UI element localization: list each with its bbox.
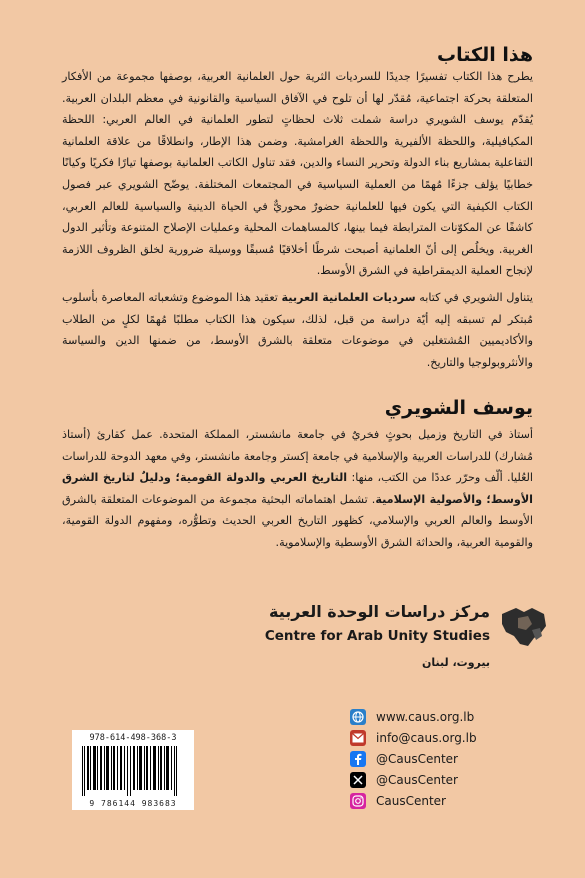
mail-icon xyxy=(350,730,366,746)
contact-x[interactable] xyxy=(350,769,477,790)
contact-email-text: info@caus.org.lb xyxy=(376,730,477,745)
book-summary xyxy=(62,287,533,373)
author-books: التاريخ العربي والدولة القومية؛ ودليلٌ لتاريخ الشرق الأوسط؛ والأصولية الإسلامية xyxy=(62,471,533,506)
author-bio xyxy=(62,424,533,554)
publisher-name-arabic: مركز دراسات الوحدة العربية xyxy=(268,602,490,621)
facebook-icon xyxy=(350,751,366,767)
contact-website-text: www.caus.org.lb xyxy=(376,709,475,724)
barcode-bars xyxy=(80,746,186,796)
instagram-icon xyxy=(350,793,366,809)
author-bio-lead: أستاذ في التاريخ وزميل بحوثٍ فخريٌ في جامعة مانشستر، المملكة المتحدة. عمل كقارئ (أستاذ مُشارك) للدراسات العربية والإسلامية في جامعة إكستر وجامعة مانشستر، وفي معهد الدوحة للدراسات العُليا. ألّف وحرّر عددًا من الكتب، منها: xyxy=(62,428,533,485)
book-summary-rest: تعقيد هذا الموضوع وتشعباته المعاصرة بأسلوب مُبتكر لم تسبقه إليه أيّة دراسة من قبل، لذلك، سيكون هذا الكتاب مطلبًا مُهمًا لكلٍ من الطلاب والأكاديميين المُشتغلين في موضوعات متعلقة بالشرق الأوسط، من ضمنها الدين والسياسة والأنثروبولوجيا والتاريخ. xyxy=(62,291,533,369)
publisher-city: بيروت، لبنان xyxy=(422,656,490,669)
contact-x-text: @CausCenter xyxy=(376,772,458,787)
isbn-number: 978-614-498-368-3 xyxy=(89,733,177,743)
contact-website[interactable] xyxy=(350,706,477,727)
author-bio-rest: . تشمل اهتماماته البحثية مجموعة من الموضوعات المتعلقة بالشرق الأوسط والعالم العربي والإسلامي، كظهور التاريخ العربي الحديث وتطوُّره، ومفهوم الدولة القومية، والقومية العربية، والحداثة الشرق الأوسطية والإسلاموية. xyxy=(62,492,533,549)
book-heading: هذا الكتاب xyxy=(437,44,533,66)
globe-icon xyxy=(350,709,366,725)
barcode-digits: 9 786144 983683 xyxy=(89,799,177,808)
book-description: يطرح هذا الكتاب تفسيرًا جديدًا للسرديات الثرية حول العلمانية العربية، بوصفها مجموعة من الأفكار المتعلقة بحركة اجتماعية، مُقدّر لها أن تلوح في الآفاق السياسية والقانونية في معظم البلدان العربية. يُقدّم يوسف الشويري دراسة شملت ثلاث لحظاتٍ لتطور العلمانية في العالم العربي: اللحظة المكيافيلية، واللحظة الألفيرية واللحظة الغرامشية. وضمن هذا الإطار، وانطلاقًا من علاقة العلمانية التفاعلية بمشاريع بناء الدولة وتحرير النساء والدين، فقد تناول الكاتب العلمانية بوصفها تيارًا فكريًا وكيانًا خطابيًا يؤلف جزءًا مُهمًا من العملية السياسية في المجتمعات المختلفة. يوضّح الشويري عبر فصول الكتاب الكيفية التي يكون فيها للعلمانية حضورٌ محوريٌّ في الحياة الدينية والسياسية للعالم العربي، كاشفًا عن المكوّنات المترابطة فيما بينها، كالمساهمات المحلية وعمليات الإصلاح المتنوعة وتأثير الدول الغربية. ويخلُص إلى أنّ العلمانية أصبحت شرطًا أخلاقيًا مُسبقًا ووسيلة ضرورية لخلق الظروف اللازمة لإنجاح العملية الديمقراطية في الشرق الأوسط. xyxy=(62,70,533,278)
contact-facebook-text: @CausCenter xyxy=(376,751,458,766)
contact-facebook[interactable] xyxy=(350,748,477,769)
author-heading: يوسف الشويري xyxy=(384,397,533,419)
publisher-name-english: Centre for Arab Unity Studies xyxy=(264,628,490,644)
isbn-barcode xyxy=(72,730,194,810)
contact-list xyxy=(350,706,477,811)
contact-instagram[interactable] xyxy=(350,790,477,811)
x-icon xyxy=(350,772,366,788)
contact-instagram-text: CausCenter xyxy=(376,793,446,808)
publisher-logo-icon xyxy=(498,604,550,650)
contact-email[interactable] xyxy=(350,727,477,748)
publisher-block xyxy=(250,600,550,670)
book-title-inline: سرديات العلمانية العربية xyxy=(281,291,416,304)
book-summary-lead: يتناول الشويري في كتابه xyxy=(415,291,533,304)
